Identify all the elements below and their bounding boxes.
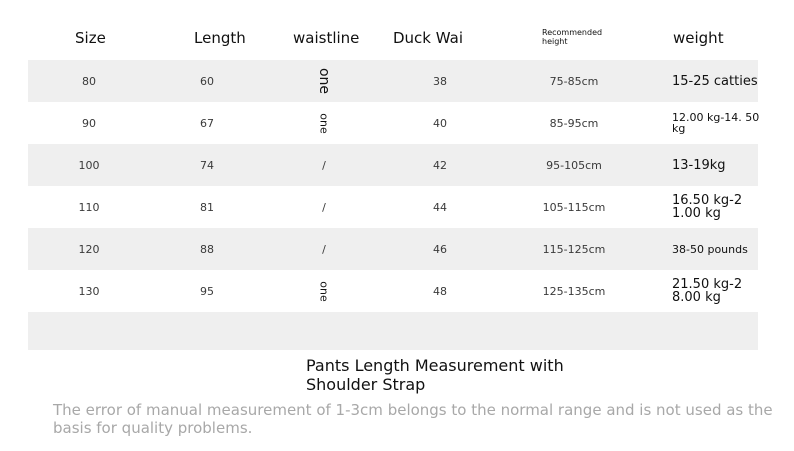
length-cell: 74 (200, 158, 214, 172)
header-duck-wai: Duck Wai (393, 29, 463, 47)
table-row (28, 228, 758, 270)
length-cell: 95 (200, 284, 214, 298)
size-cell: 130 (78, 284, 100, 298)
waistline-cell (302, 102, 346, 144)
recommended-height-cell: 105-115cm (542, 200, 606, 214)
waistline-value: one (317, 280, 331, 302)
duck-wai-cell: 44 (433, 200, 447, 214)
weight-cell: 13-19kg (672, 157, 726, 173)
waistline-value: one (317, 112, 331, 134)
weight-cell: 38-50 pounds (672, 242, 748, 256)
duck-wai-cell: 40 (433, 116, 447, 130)
size-cell: 110 (78, 200, 100, 214)
waistline-cell (302, 270, 346, 312)
length-cell: 67 (200, 116, 214, 130)
size-cell: 120 (78, 242, 100, 256)
table-row (28, 102, 758, 144)
header-size: Size (75, 29, 106, 47)
table-row (28, 60, 758, 102)
header-weight: weight (673, 29, 724, 47)
table-row (28, 270, 758, 312)
length-cell: 81 (200, 200, 214, 214)
size-cell: 80 (82, 74, 96, 88)
table-row (28, 186, 758, 228)
weight-cell: 16.50 kg-2 1.00 kg (672, 193, 743, 221)
recommended-height-cell: 95-105cm (546, 158, 602, 172)
header-recommended-height: Recommended height (542, 28, 603, 46)
duck-wai-cell: 38 (433, 74, 447, 88)
length-cell: 60 (200, 74, 214, 88)
waistline-cell: / (322, 200, 326, 214)
header-length: Length (194, 29, 246, 47)
recommended-height-cell: 125-135cm (542, 284, 606, 298)
waistline-value: one (316, 67, 332, 95)
weight-cell: 21.50 kg-2 8.00 kg (672, 277, 743, 305)
duck-wai-cell: 48 (433, 284, 447, 298)
table-row (28, 144, 758, 186)
waistline-cell: / (322, 158, 326, 172)
length-cell: 88 (200, 242, 214, 256)
recommended-height-cell: 75-85cm (549, 74, 599, 88)
measurement-note: The error of manual measurement of 1-3cm belongs to the normal range and is not used as the basis for quality problems. (53, 401, 773, 437)
weight-cell: 15-25 catties (672, 73, 758, 89)
waistline-cell: / (322, 242, 326, 256)
recommended-height-cell: 85-95cm (549, 116, 599, 130)
duck-wai-cell: 46 (433, 242, 447, 256)
table-header (0, 0, 794, 60)
size-cell: 90 (82, 116, 96, 130)
header-waistline: waistline (293, 29, 360, 47)
table-row-empty (28, 312, 758, 350)
recommended-height-cell: 115-125cm (542, 242, 606, 256)
waistline-cell (302, 60, 346, 102)
size-cell: 100 (78, 158, 100, 172)
duck-wai-cell: 42 (433, 158, 447, 172)
weight-cell: 12.00 kg-14. 50 kg (672, 111, 760, 135)
caption: Pants Length Measurement with Shoulder Strap (306, 356, 564, 394)
